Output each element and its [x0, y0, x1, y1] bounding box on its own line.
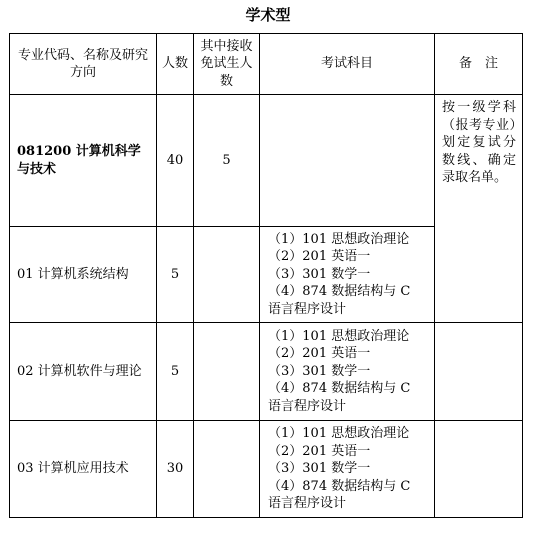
subject-line: 语言程序设计 — [268, 398, 347, 414]
direction-1-name: 01 计算机系统结构 — [10, 227, 157, 323]
direction-1-exempt-empty — [194, 227, 260, 323]
table-row-direction-3 — [10, 421, 523, 518]
direction-3-remark-empty — [435, 421, 523, 518]
table-row-major — [10, 95, 523, 227]
subject-line: （3）301 数学一 — [268, 461, 371, 477]
subject-line: （3）301 数学一 — [268, 363, 371, 379]
page-title: 学术型 — [245, 6, 291, 24]
subject-line: （1）101 思想政治理论 — [268, 231, 410, 247]
direction-2-name: 02 计算机软件与理论 — [10, 323, 157, 421]
subject-line: （1）101 思想政治理论 — [268, 426, 410, 442]
header-major: 专业代码、名称及研究方向 — [10, 34, 157, 95]
direction-3-subjects — [260, 421, 435, 518]
major-count: 40 — [157, 95, 194, 227]
header-row — [10, 34, 523, 95]
subject-line: （4）874 数据结构与 C — [268, 381, 411, 397]
direction-2-count: 5 — [157, 323, 194, 421]
header-count: 人数 — [157, 34, 194, 95]
subject-line: 语言程序设计 — [268, 301, 347, 317]
major-remark: 按一级学科（报考专业）划定复试分数线、确定录取名单。 — [435, 95, 523, 323]
header-remark: 备 注 — [435, 34, 523, 95]
direction-2-subjects — [260, 323, 435, 421]
direction-2-exempt-empty — [194, 323, 260, 421]
direction-1-count: 5 — [157, 227, 194, 323]
direction-1-subjects — [260, 227, 435, 323]
subject-line: （2）201 英语一 — [268, 346, 371, 362]
subject-line: （2）201 英语一 — [268, 249, 371, 265]
major-exempt: 5 — [194, 95, 260, 227]
direction-2-remark-empty — [435, 323, 523, 421]
major-subjects-empty — [260, 95, 435, 227]
direction-3-exempt-empty — [194, 421, 260, 518]
table-row-direction-2 — [10, 323, 523, 421]
header-subjects: 考试科目 — [260, 34, 435, 95]
subject-line: （2）201 英语一 — [268, 443, 371, 459]
subject-line: （4）874 数据结构与 C — [268, 284, 411, 300]
subject-line: （4）874 数据结构与 C — [268, 478, 411, 494]
direction-3-name: 03 计算机应用技术 — [10, 421, 157, 518]
admissions-table — [9, 33, 523, 518]
subject-line: （3）301 数学一 — [268, 266, 371, 282]
direction-3-count: 30 — [157, 421, 194, 518]
subject-line: 语言程序设计 — [268, 496, 347, 512]
subject-line: （1）101 思想政治理论 — [268, 328, 410, 344]
header-exempt: 其中接收免试生人数 — [194, 34, 260, 95]
major-name: 081200 计算机科学与技术 — [10, 95, 157, 227]
